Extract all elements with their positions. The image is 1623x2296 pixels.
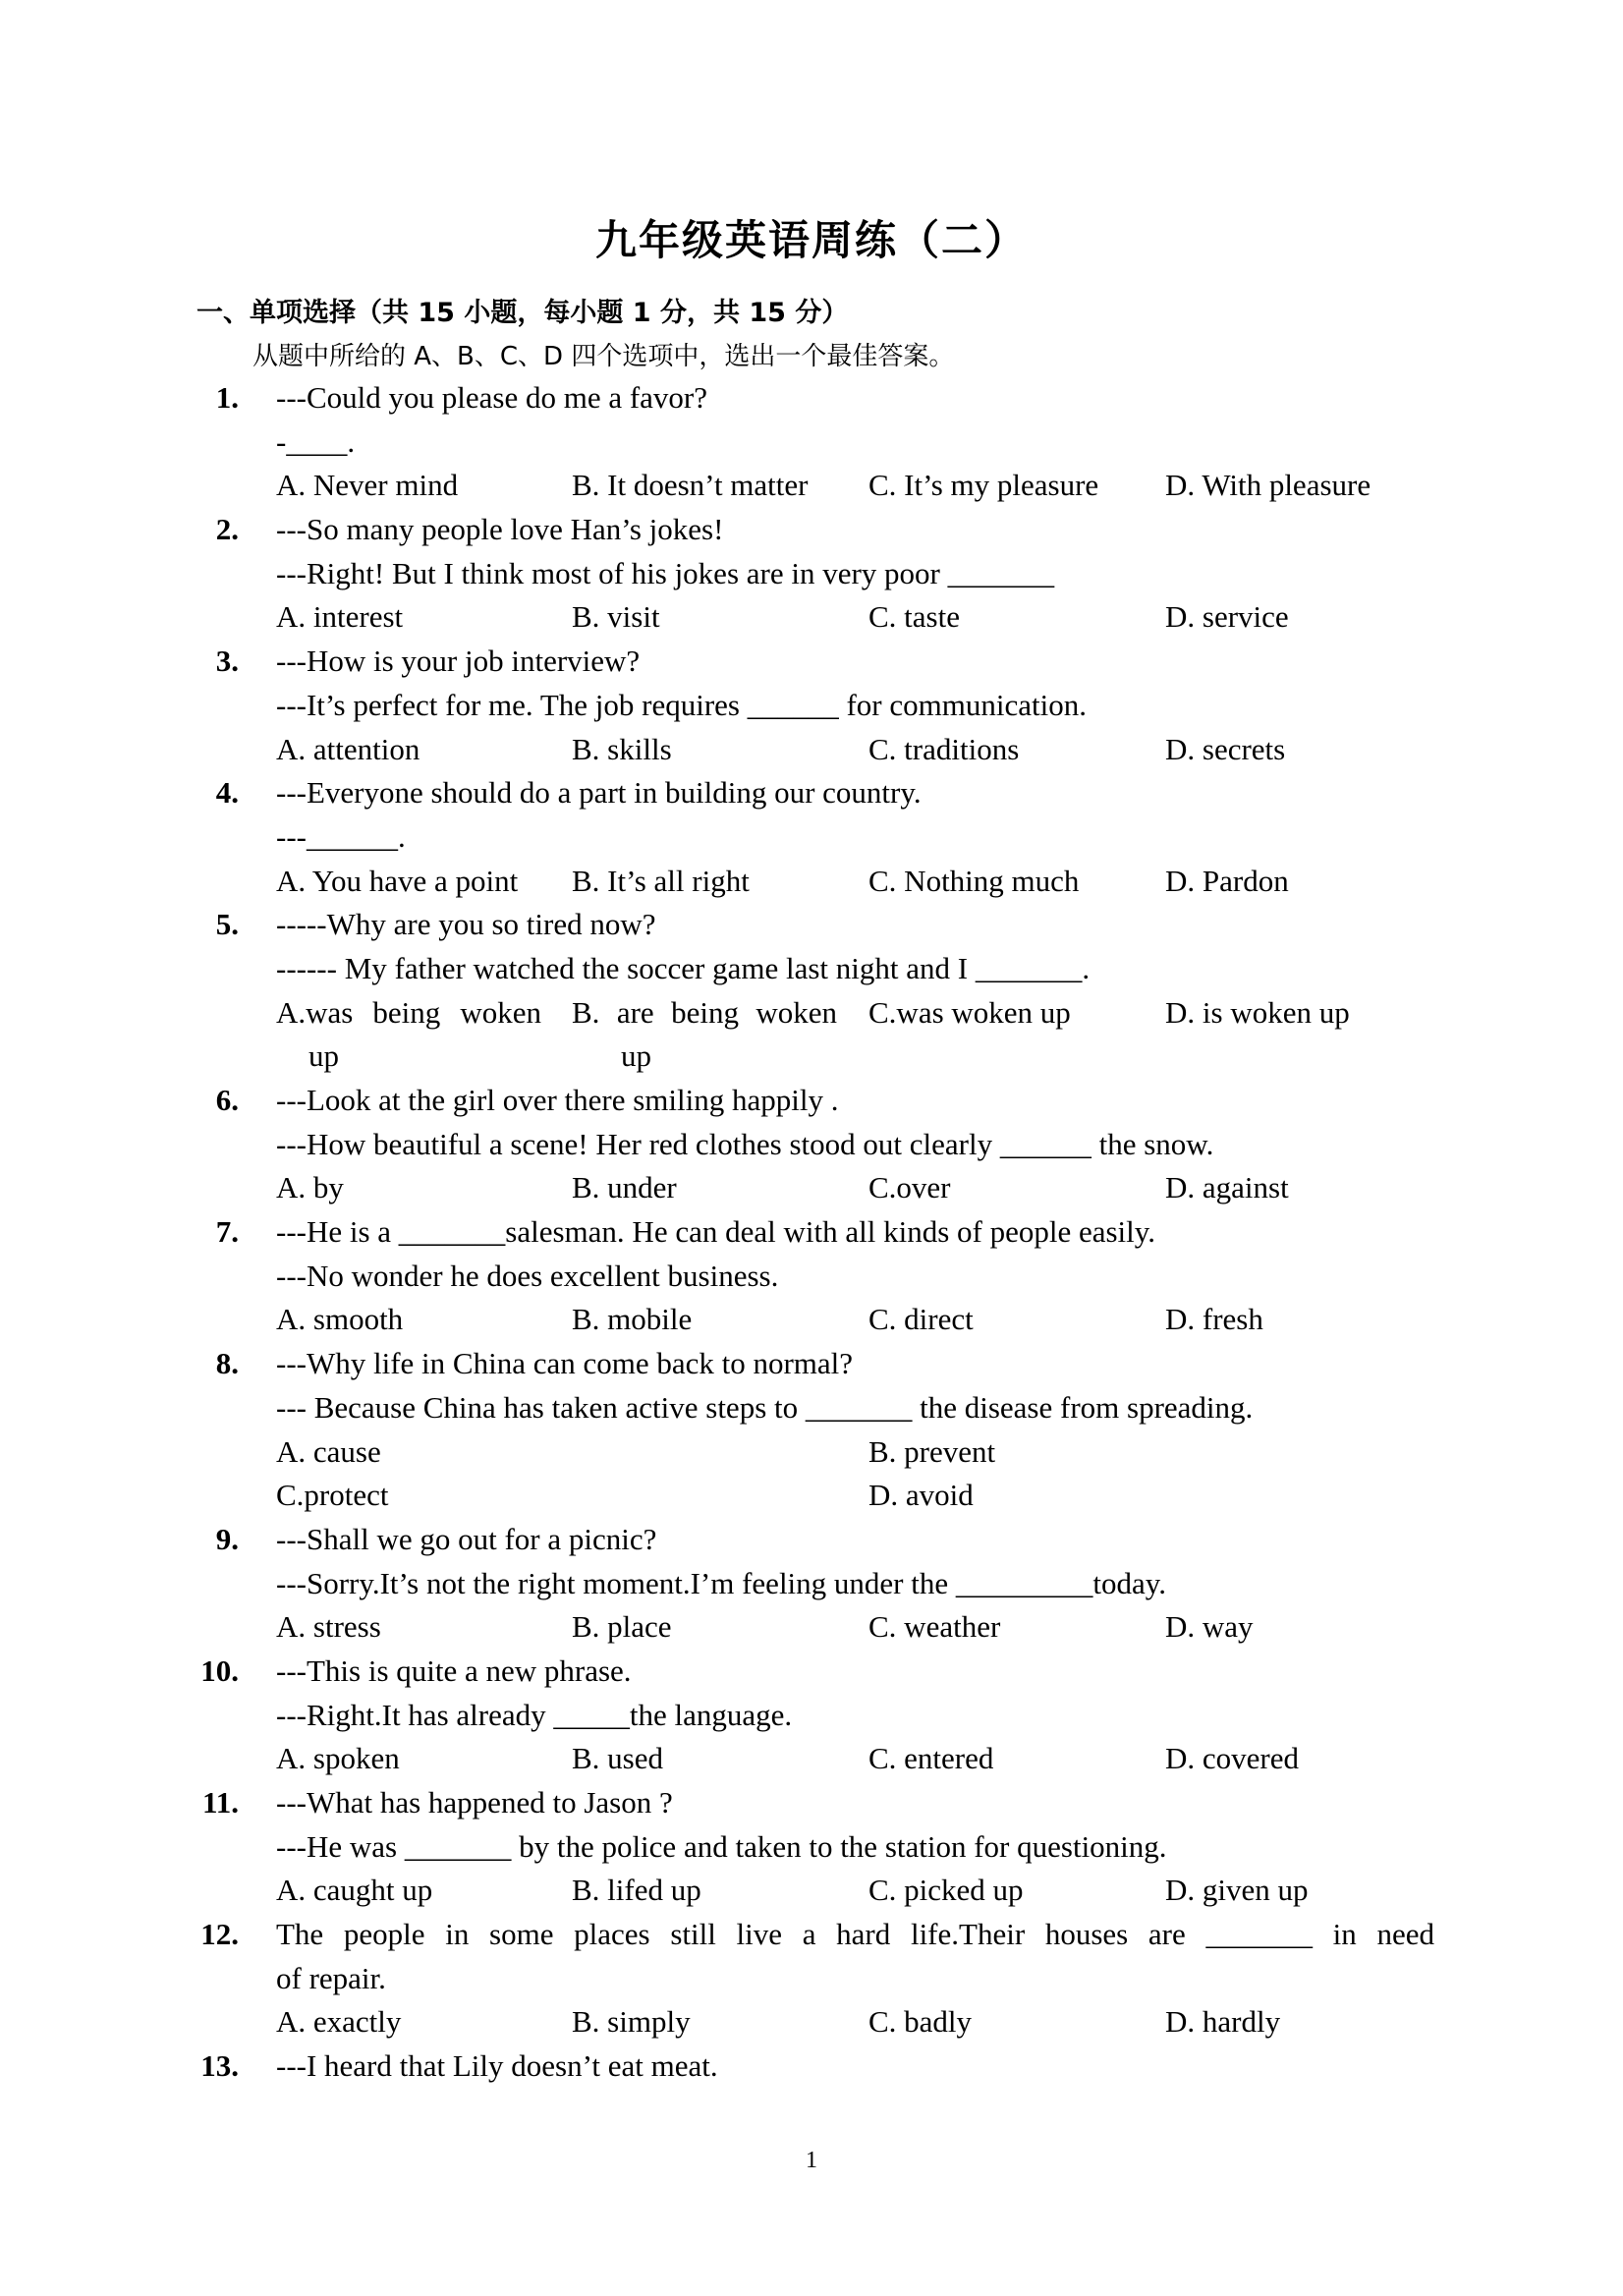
question-number: 6. xyxy=(215,1083,239,1117)
question-line xyxy=(0,1694,1623,1738)
page-title: 九年级英语周练（二） xyxy=(594,216,1028,264)
question-stem: ---Right.It has already _____the language. xyxy=(276,1697,793,1732)
question-stem: ---______. xyxy=(276,818,406,854)
option-row xyxy=(0,595,1623,640)
option-a-continuation: up xyxy=(308,1038,339,1074)
question-stem: ---Look at the girl over there smiling happily . xyxy=(276,1083,839,1117)
option-row xyxy=(0,1737,1623,1781)
question-stem: ---How is your job interview? xyxy=(276,644,641,679)
question-number: 8. xyxy=(215,1346,239,1381)
question-list xyxy=(0,376,1623,2089)
option-a: A. spoken xyxy=(276,1741,400,1776)
question-number: 13. xyxy=(200,2048,239,2084)
section-heading: 一、单项选择（共 15 小题，每小题 1 分，共 15 分） xyxy=(196,298,849,328)
question-stem: ---So many people love Han’s jokes! xyxy=(276,512,724,547)
option-row xyxy=(0,464,1623,508)
option-c: C. Nothing much xyxy=(868,863,1080,898)
question-4 xyxy=(0,771,1623,815)
option-b: B. It doesn’t matter xyxy=(572,468,809,503)
option-b-continuation: up xyxy=(621,1038,651,1074)
option-d: D. Pardon xyxy=(1165,863,1289,898)
option-a: A. smooth xyxy=(276,1302,404,1337)
question-number: 9. xyxy=(215,1521,239,1556)
option-a: A.was being woken xyxy=(276,994,541,1030)
option-d: D. With pleasure xyxy=(1165,468,1371,503)
question-line xyxy=(0,1255,1623,1299)
option-b: B. lifed up xyxy=(572,1873,701,1908)
option-d: D. hardly xyxy=(1165,2004,1281,2040)
question-line xyxy=(0,947,1623,991)
option-d: D. given up xyxy=(1165,1873,1309,1908)
option-a: A. exactly xyxy=(276,2004,402,2040)
question-stem: ---No wonder he does excellent business. xyxy=(276,1258,779,1293)
option-a: A. by xyxy=(276,1170,344,1205)
option-b: B. are being woken xyxy=(572,994,837,1030)
option-c: C.protect xyxy=(276,1478,389,1513)
question-stem: -____. xyxy=(276,423,356,459)
question-line xyxy=(0,815,1623,860)
option-b: B. It’s all right xyxy=(572,863,750,898)
question-line xyxy=(0,684,1623,728)
question-line xyxy=(0,1123,1623,1167)
question-stem: ---I heard that Lily doesn’t eat meat. xyxy=(276,2048,718,2084)
question-7 xyxy=(0,1210,1623,1255)
option-row xyxy=(0,1166,1623,1210)
option-b: B. visit xyxy=(572,599,660,635)
option-d: D. service xyxy=(1165,599,1289,635)
option-d: D. against xyxy=(1165,1170,1289,1205)
question-line xyxy=(0,1562,1623,1606)
question-stem: of repair. xyxy=(276,1960,386,1995)
question-line xyxy=(0,1386,1623,1430)
question-stem: The people in some places still live a hard life.Their houses are _______ in need xyxy=(276,1917,1434,1952)
question-stem: ------ My father watched the soccer game last night and I _______. xyxy=(276,950,1091,985)
question-number: 5. xyxy=(215,907,239,942)
question-6 xyxy=(0,1079,1623,1123)
option-c: C. direct xyxy=(868,1302,974,1337)
question-2 xyxy=(0,508,1623,552)
option-d: D. covered xyxy=(1165,1741,1299,1776)
question-number: 3. xyxy=(215,644,239,679)
question-stem: ---Could you please do me a favor? xyxy=(276,380,708,415)
question-number: 7. xyxy=(215,1214,239,1250)
question-9 xyxy=(0,1518,1623,1562)
option-d: D. avoid xyxy=(868,1478,974,1513)
option-a: A. caught up xyxy=(276,1873,433,1908)
option-a: A. stress xyxy=(276,1609,381,1645)
question-8 xyxy=(0,1342,1623,1386)
question-stem: --- Because China has taken active steps to _______ the disease from spreading. xyxy=(276,1389,1254,1425)
question-line xyxy=(0,1957,1623,2001)
option-wrap-row xyxy=(0,1035,1623,1079)
question-number: 11. xyxy=(201,1785,239,1820)
option-row xyxy=(0,1298,1623,1342)
question-stem: ---How beautiful a scene! Her red clothes stood out clearly ______ the snow. xyxy=(276,1126,1214,1161)
option-c: C. badly xyxy=(868,2004,973,2040)
question-12 xyxy=(0,1913,1623,1957)
option-c: C. taste xyxy=(868,599,960,635)
option-c: C. weather xyxy=(868,1609,1001,1645)
question-number: 12. xyxy=(200,1917,239,1952)
question-1 xyxy=(0,376,1623,420)
question-stem: ---It’s perfect for me. The job requires ______ for communication. xyxy=(276,687,1087,722)
question-line xyxy=(0,420,1623,465)
question-stem: ---Everyone should do a part in building our country. xyxy=(276,775,922,811)
option-row xyxy=(0,1605,1623,1650)
question-13 xyxy=(0,2044,1623,2089)
question-number: 2. xyxy=(215,512,239,547)
option-b: B. under xyxy=(572,1170,677,1205)
question-stem: -----Why are you so tired now? xyxy=(276,907,656,942)
option-b: B. skills xyxy=(572,731,672,766)
question-line xyxy=(0,1825,1623,1870)
question-3 xyxy=(0,640,1623,684)
option-b: B. simply xyxy=(572,2004,691,2040)
option-a: A. You have a point xyxy=(276,863,519,898)
question-10 xyxy=(0,1650,1623,1694)
question-stem: ---What has happened to Jason ? xyxy=(276,1785,673,1820)
option-a: A. interest xyxy=(276,599,404,635)
question-line xyxy=(0,552,1623,596)
option-row xyxy=(0,1869,1623,1913)
option-c: C.was woken up xyxy=(868,994,1071,1030)
option-d: D. is woken up xyxy=(1165,994,1350,1030)
option-c: C. entered xyxy=(868,1741,994,1776)
option-b: B. mobile xyxy=(572,1302,693,1337)
option-row xyxy=(0,860,1623,904)
question-5 xyxy=(0,903,1623,947)
question-number: 4. xyxy=(215,775,239,811)
page-number: 1 xyxy=(806,2148,817,2173)
option-row xyxy=(0,1430,1623,1475)
section-instruction: 从题中所给的 A、B、C、D 四个选项中，选出一个最佳答案。 xyxy=(252,342,955,371)
option-b: B. place xyxy=(572,1609,672,1645)
question-stem: ---He was _______ by the police and taken to the station for questioning. xyxy=(276,1828,1167,1864)
option-c: C. picked up xyxy=(868,1873,1024,1908)
option-b: B. prevent xyxy=(868,1433,996,1469)
option-c: C. traditions xyxy=(868,731,1020,766)
question-stem: ---Right! But I think most of his jokes are in very poor _______ xyxy=(276,555,1055,590)
option-a: A. cause xyxy=(276,1433,381,1469)
question-stem: ---Sorry.It’s not the right moment.I’m feeling under the _________today. xyxy=(276,1565,1166,1600)
question-stem: ---Shall we go out for a picnic? xyxy=(276,1521,657,1556)
question-number: 1. xyxy=(215,380,239,415)
question-stem: ---He is a _______salesman. He can deal with all kinds of people easily. xyxy=(276,1214,1156,1250)
option-a: A. Never mind xyxy=(276,468,459,503)
option-c: C. It’s my pleasure xyxy=(868,468,1099,503)
option-row xyxy=(0,1474,1623,1518)
option-a: A. attention xyxy=(276,731,420,766)
question-stem: ---This is quite a new phrase. xyxy=(276,1652,632,1688)
question-number: 10. xyxy=(200,1652,239,1688)
option-d: D. fresh xyxy=(1165,1302,1263,1337)
question-11 xyxy=(0,1781,1623,1825)
option-b: B. used xyxy=(572,1741,663,1776)
option-row xyxy=(0,991,1623,1036)
option-d: D. way xyxy=(1165,1609,1254,1645)
option-d: D. secrets xyxy=(1165,731,1286,766)
option-c: C.over xyxy=(868,1170,951,1205)
question-stem: ---Why life in China can come back to normal? xyxy=(276,1346,854,1381)
option-row xyxy=(0,728,1623,772)
option-row xyxy=(0,2000,1623,2044)
